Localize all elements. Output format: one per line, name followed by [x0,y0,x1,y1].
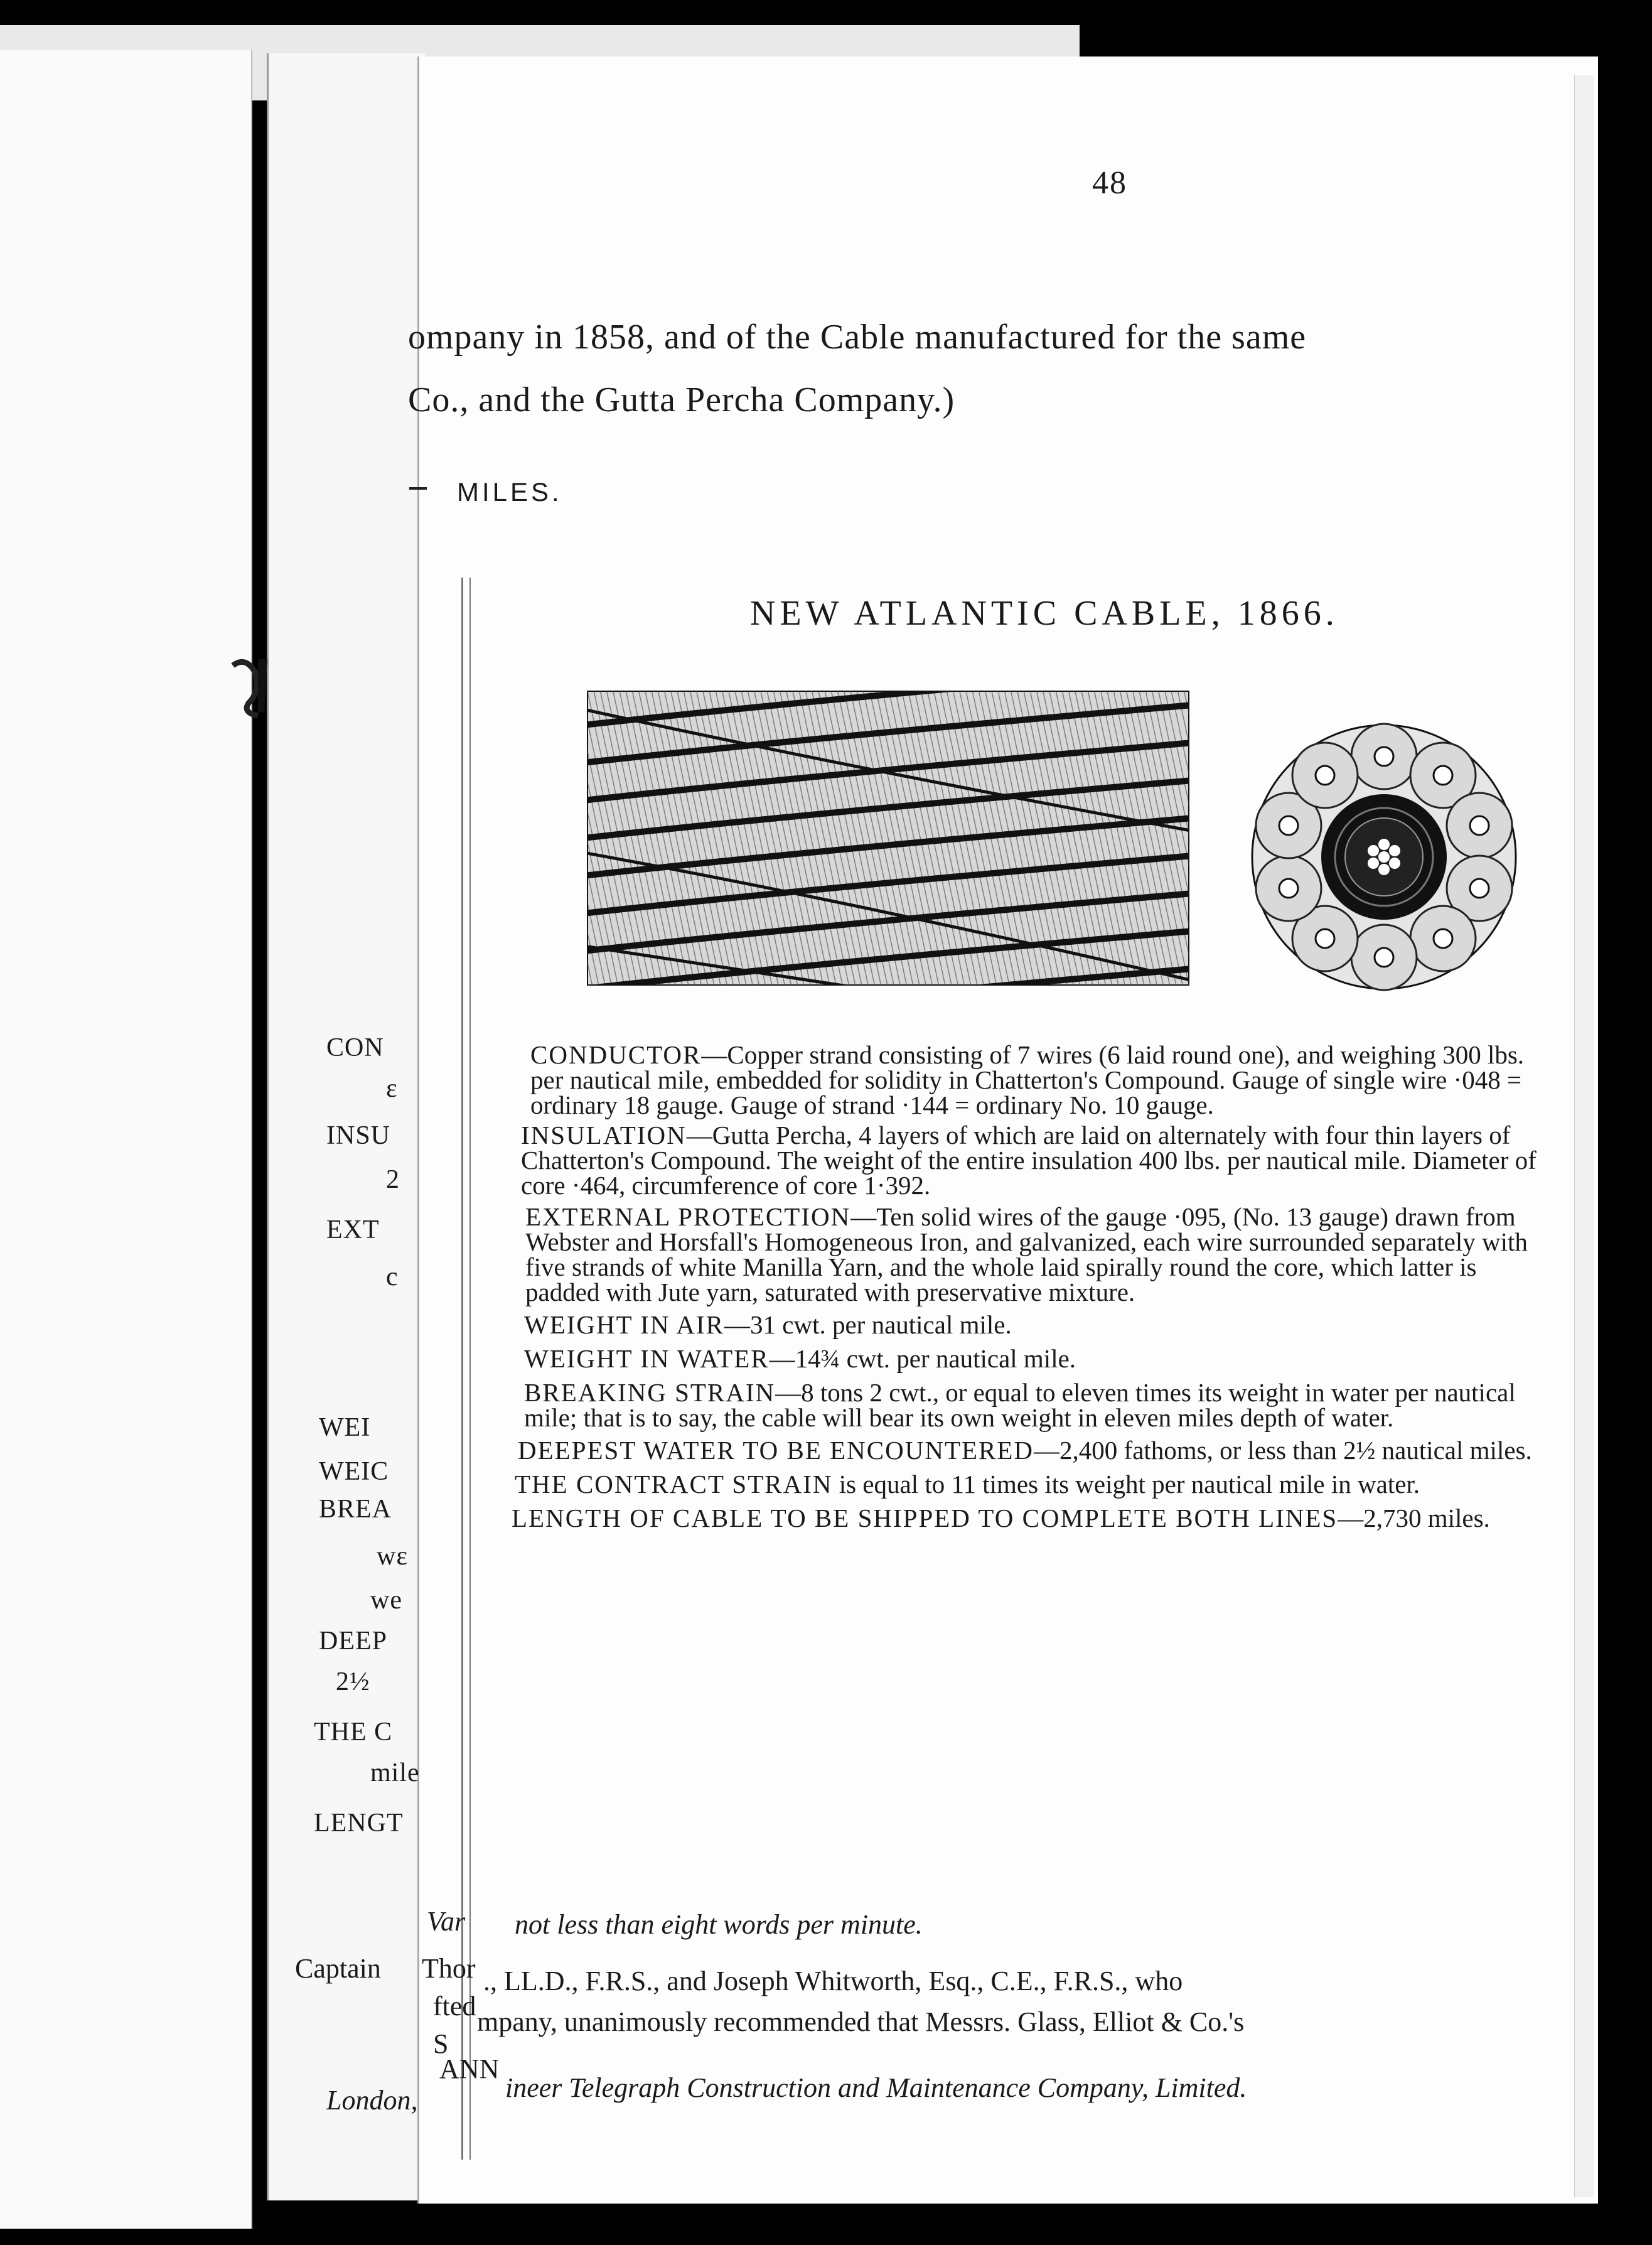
margin-fragment: LENGT [314,1809,404,1838]
bottom-line-2-left: Captain [295,1953,381,1984]
margin-fragment: we [370,1586,402,1615]
plate-rule-left-2 [469,578,471,2160]
spec-length-of-cable [512,1505,1541,1531]
margin-fragment: 2 [386,1165,400,1194]
spec-text: —Copper strand consisting of 7 wires (6 laid round one), and weighing 300 lbs. per nautical mile, embedded for solidity in Chatterton's Compound. Gauge of single wire ·048 = ordinary 18 gauge. Gauge of strand ·144 = ordinary No. 10 gauge. [530,1040,1525,1119]
margin-fragment: c [386,1262,399,1291]
miles-label: MILES. [457,477,562,507]
margin-fragment: DEEP [319,1627,387,1655]
spec-text: —2,730 miles. [1338,1504,1490,1532]
bottom-line-4-left: London, [326,2085,418,2116]
miles-dash [409,487,427,490]
cable-side-view-figure [587,691,1189,986]
header-line-1: ompany in 1858, and of the Cable manufactured for the same [408,318,1307,357]
spec-conductor [530,1042,1541,1117]
spec-contract-strain [515,1472,1541,1497]
spec-heading: INSULATION [521,1121,687,1149]
spec-text: —2,400 fathoms, or less than 2½ nautical miles. [1034,1436,1532,1465]
margin-fragment: mile [370,1758,420,1787]
spec-heading: LENGTH OF CABLE TO BE SHIPPED TO COMPLETE BOTH LINES [512,1504,1338,1532]
spec-heading: CONDUCTOR [530,1040,702,1069]
spec-heading: BREAKING STRAIN [524,1378,776,1407]
spec-text: is equal to 11 times its weight per nautical mile in water. [832,1470,1420,1499]
spec-list [512,1040,1541,1532]
spec-heading: DEEPEST WATER TO BE ENCOUNTERED [518,1436,1034,1465]
bottom-fragment: fted [433,1991,476,2022]
spec-text: —Gutta Percha, 4 layers of which are laid on alternately with four thin layers of Chatterton's Compound. The weight of the entire insulation 400 lbs. per nautical mile. Diameter of core ·464, circumference of core 1·392. [521,1121,1537,1200]
margin-fragment: CON [326,1033,384,1062]
spec-insulation [521,1122,1541,1198]
main-page-edge [1574,75,1594,2197]
spec-weight-in-air [524,1312,1541,1337]
page-number: 48 [1092,165,1127,201]
margin-fragment: INSU [326,1121,391,1150]
spec-breaking-strain [524,1380,1541,1430]
bottom-line-2: ., LL.D., F.R.S., and Joseph Whitworth, Esq., C.E., F.R.S., who [483,1966,1183,1996]
spec-text: —14¾ cwt. per nautical mile. [769,1344,1076,1373]
spec-deepest-water [518,1438,1541,1463]
spec-heading: WEIGHT IN WATER [524,1344,770,1373]
margin-fragment: WEI [319,1413,371,1442]
bottom-fragment: ANN [439,2054,500,2084]
margin-fragment: BREA [319,1495,392,1524]
spec-weight-in-water [524,1346,1541,1371]
bottom-fragment: S [433,2028,449,2059]
binding-thread-icon [230,653,280,722]
spec-text: —Ten solid wires of the gauge ·095, (No. 13 gauge) drawn from Webster and Horsfall's Homogeneous Iron, and galvanized, each wire surrounded separately with five strands of white Manilla Yarn, and the whole laid spirally round the core, which latter is padded with Jute yarn, saturated with preservative mixture. [525,1202,1528,1306]
margin-fragment: wɛ [377,1542,408,1571]
bottom-fragment: Var [427,1906,466,1937]
cable-title: NEW ATLANTIC CABLE, 1866. [750,594,1339,633]
margin-fragment: THE C [314,1718,393,1747]
margin-fragment: WEIC [319,1457,389,1486]
spec-heading: EXTERNAL PROTECTION [525,1202,851,1231]
cable-cross-section-figure [1246,719,1522,995]
spec-text: —8 tons 2 cwt., or equal to eleven times its weight in water per nautical mile; that is to say, the cable will bear its own weight in eleven miles depth of water. [524,1378,1516,1432]
margin-fragment: 2½ [336,1667,370,1696]
left-page [0,50,252,2229]
spec-text: —31 cwt. per nautical mile. [724,1310,1012,1339]
margin-fragment: ɛ [386,1074,398,1103]
bottom-line-1: not less than eight words per minute. [515,1909,923,1940]
spec-external-protection [525,1204,1541,1305]
bottom-fragment: Thor [422,1953,476,1984]
spec-heading: WEIGHT IN AIR [524,1310,725,1339]
spec-heading: THE CONTRACT STRAIN [515,1470,833,1499]
bottom-line-3: mpany, unanimously recommended that Messrs. Glass, Elliot & Co.'s [477,2006,1245,2037]
header-line-2: Co., and the Gutta Percha Company.) [408,380,955,419]
margin-fragment: EXT [326,1215,380,1244]
bottom-line-4: ineer Telegraph Construction and Maintenance Company, Limited. [505,2072,1247,2103]
